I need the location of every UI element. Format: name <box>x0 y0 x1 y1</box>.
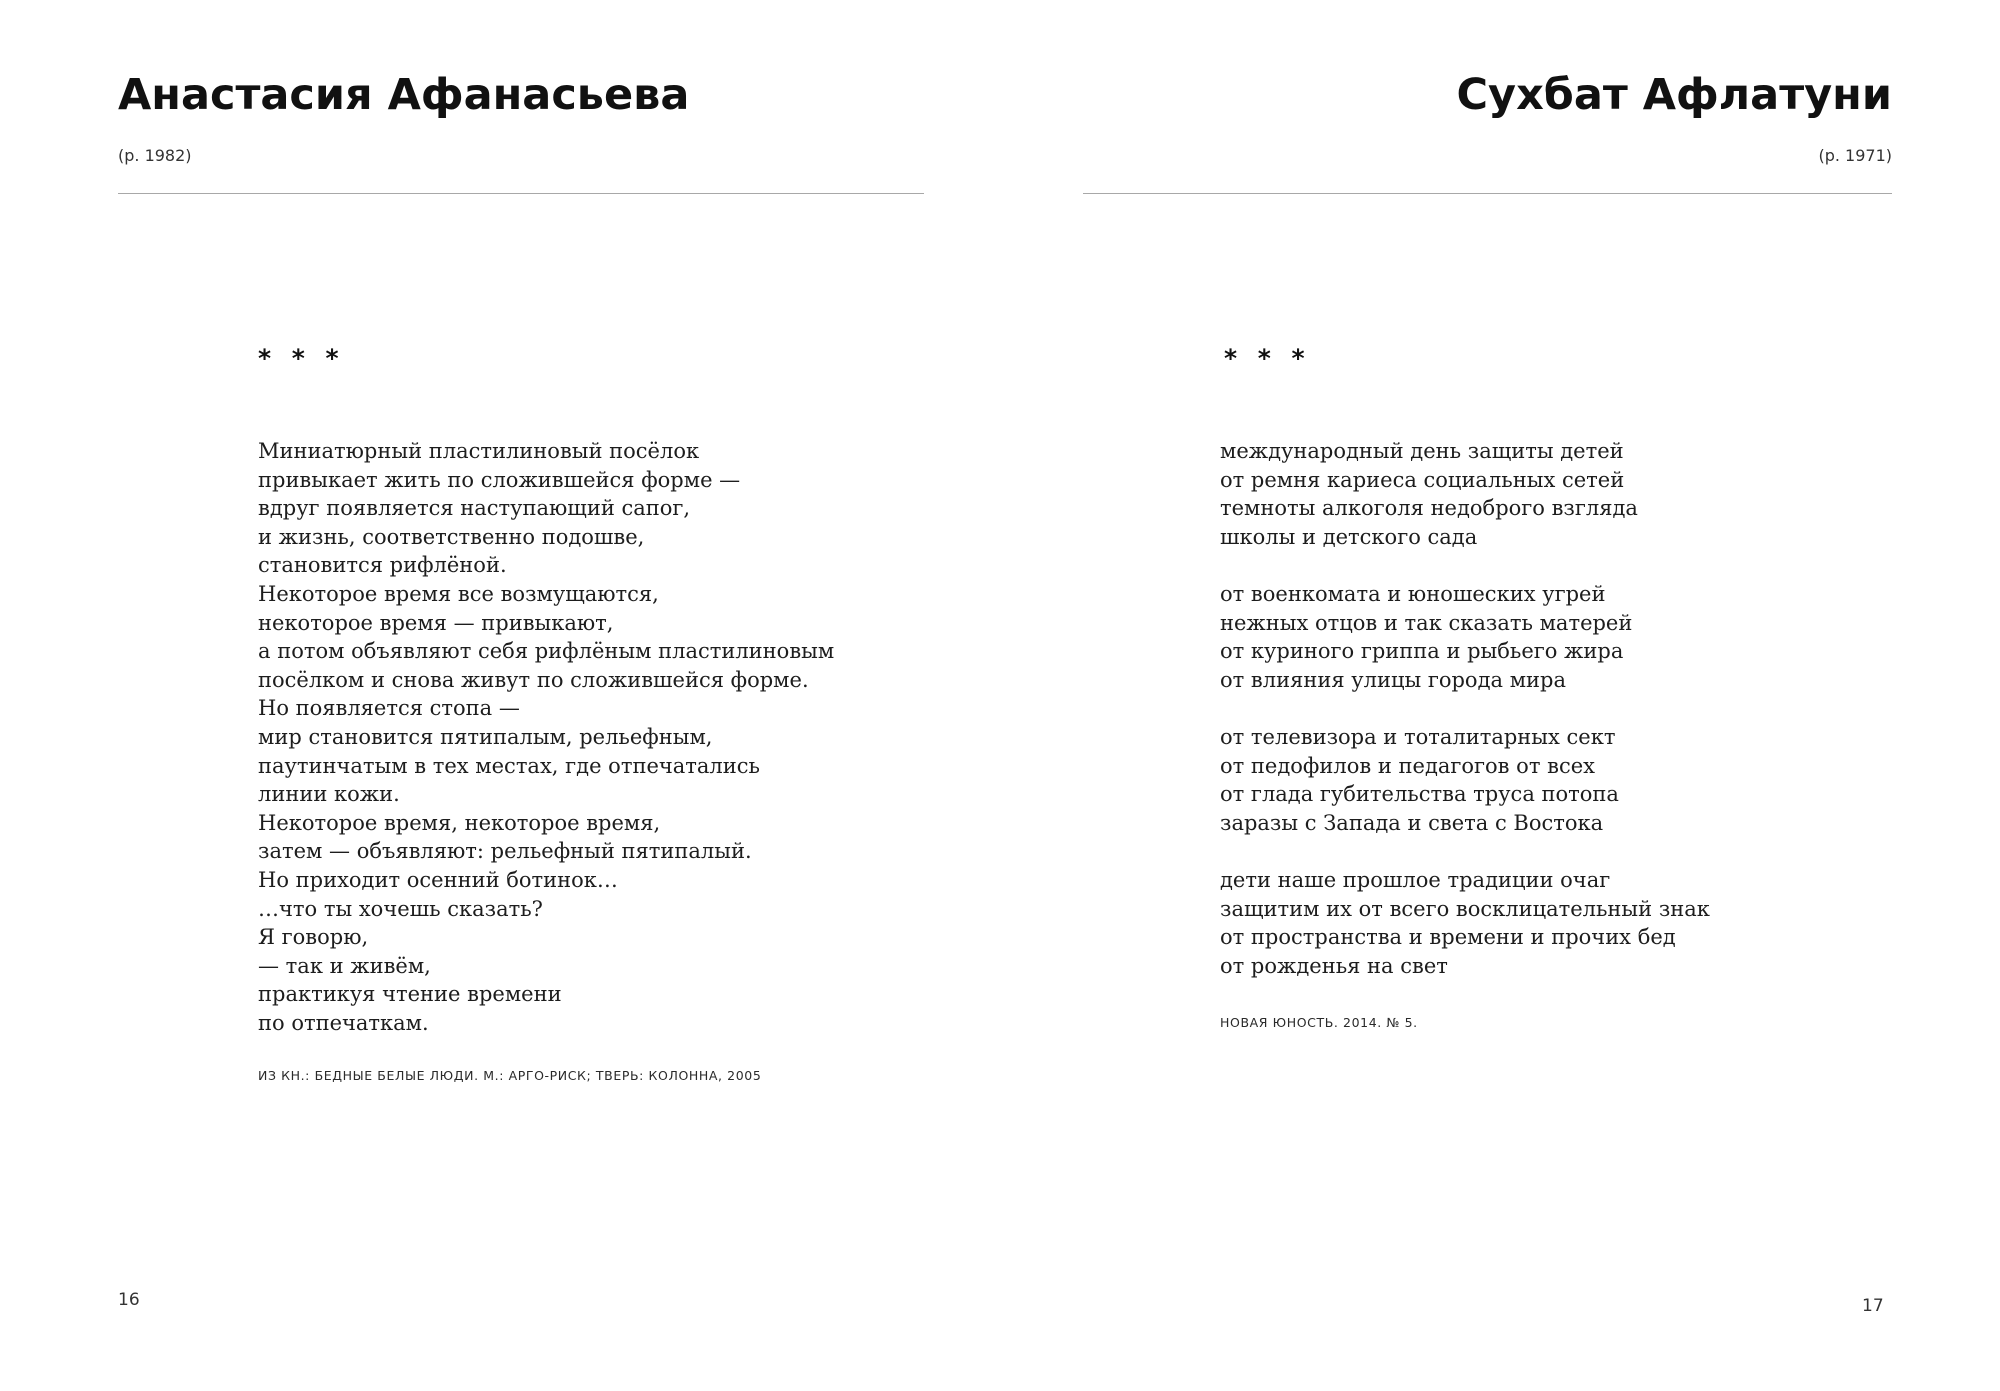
poem-line: Миниатюрный пластилиновый посёлок <box>258 439 700 463</box>
poem-line: становится рифлёной. <box>258 553 507 578</box>
poem-line: школы и детского сада <box>1220 524 1478 549</box>
left-source-citation: ИЗ КН.: БЕДНЫЕ БЕЛЫЕ ЛЮДИ. М.: АРГО-РИСК; ТВЕРЬ: КОЛОННА, 2005 <box>258 1068 762 1083</box>
poem-line: Но появляется стопа — <box>258 696 520 721</box>
right-poem-asterisks: * * * <box>1224 344 1311 373</box>
poem-line: привыкает жить по сложившейся форме — <box>258 467 741 492</box>
poem-line: паутинчатым в тех местах, где отпечатались <box>258 753 760 778</box>
poem-line: Некоторое время, некоторое время, <box>258 810 661 835</box>
poem-line: Некоторое время все возмущаются, <box>258 581 659 606</box>
left-page-number: 16 <box>118 1290 140 1310</box>
left-header-divider <box>118 193 924 194</box>
left-poem-asterisks: * * * <box>258 344 345 373</box>
poem-line: от ремня кариеса социальных сетей <box>1220 467 1625 492</box>
right-page <box>1000 0 2000 1391</box>
left-poem <box>258 437 834 1037</box>
left-author-dates: (р. 1982) <box>118 146 192 165</box>
left-author-name: Анастасия Афанасьева <box>118 70 690 120</box>
stanza-gap <box>1220 694 1710 723</box>
poem-line: мир становится пятипалым, рельефным, <box>258 724 713 749</box>
poem-line: заразы с Запада и света с Востока <box>1220 810 1604 835</box>
poem-line: от педофилов и педагогов от всех <box>1220 753 1595 778</box>
right-source-citation: НОВАЯ ЮНОСТЬ. 2014. № 5. <box>1220 1015 1418 1030</box>
poem-line: от глада губительства труса потопа <box>1220 782 1619 807</box>
poem-line: от телевизора и тоталитарных сект <box>1220 724 1616 749</box>
right-poem <box>1220 437 1710 980</box>
poem-line: некоторое время — привыкают, <box>258 610 614 635</box>
poem-line: Но приходит осенний ботинок… <box>258 867 618 892</box>
right-author-name: Сухбат Афлатуни <box>1456 70 1892 120</box>
poem-line: темноты алкоголя недоброго взгляда <box>1220 496 1638 521</box>
poem-line: нежных отцов и так сказать матерей <box>1220 610 1633 635</box>
poem-line: вдруг появляется наступающий сапог, <box>258 496 691 521</box>
right-page-number: 17 <box>1862 1296 1884 1316</box>
right-author-dates: (р. 1971) <box>1818 146 1892 165</box>
poem-line: от куриного гриппа и рыбьего жира <box>1220 639 1624 664</box>
poem-line: практикуя чтение времени <box>258 982 562 1007</box>
poem-line: дети наше прошлое традиции очаг <box>1220 867 1611 892</box>
poem-line: и жизнь, соответственно подошве, <box>258 524 645 549</box>
poem-line: от пространства и времени и прочих бед <box>1220 925 1676 950</box>
poem-line: защитим их от всего восклицательный знак <box>1220 896 1710 921</box>
right-header-divider <box>1083 193 1892 194</box>
stanza-gap <box>1220 551 1710 580</box>
poem-line: от военкомата и юношеских угрей <box>1220 581 1606 606</box>
stanza-gap <box>1220 837 1710 866</box>
poem-line: линии кожи. <box>258 782 400 807</box>
poem-line: а потом объявляют себя рифлёным пластилиновым <box>258 639 835 664</box>
poem-line: — так и живём, <box>258 953 431 978</box>
poem-line: Я говорю, <box>258 925 369 950</box>
poem-line: международный день защиты детей <box>1220 439 1624 463</box>
poem-line: от рожденья на свет <box>1220 953 1448 978</box>
poem-line: затем — объявляют: рельефный пятипалый. <box>258 839 752 864</box>
poem-line: посёлком и снова живут по сложившейся форме. <box>258 667 809 692</box>
poem-line: от влияния улицы города мира <box>1220 667 1566 692</box>
poem-line: …что ты хочешь сказать? <box>258 896 543 921</box>
poem-line: по отпечаткам. <box>258 1010 429 1035</box>
